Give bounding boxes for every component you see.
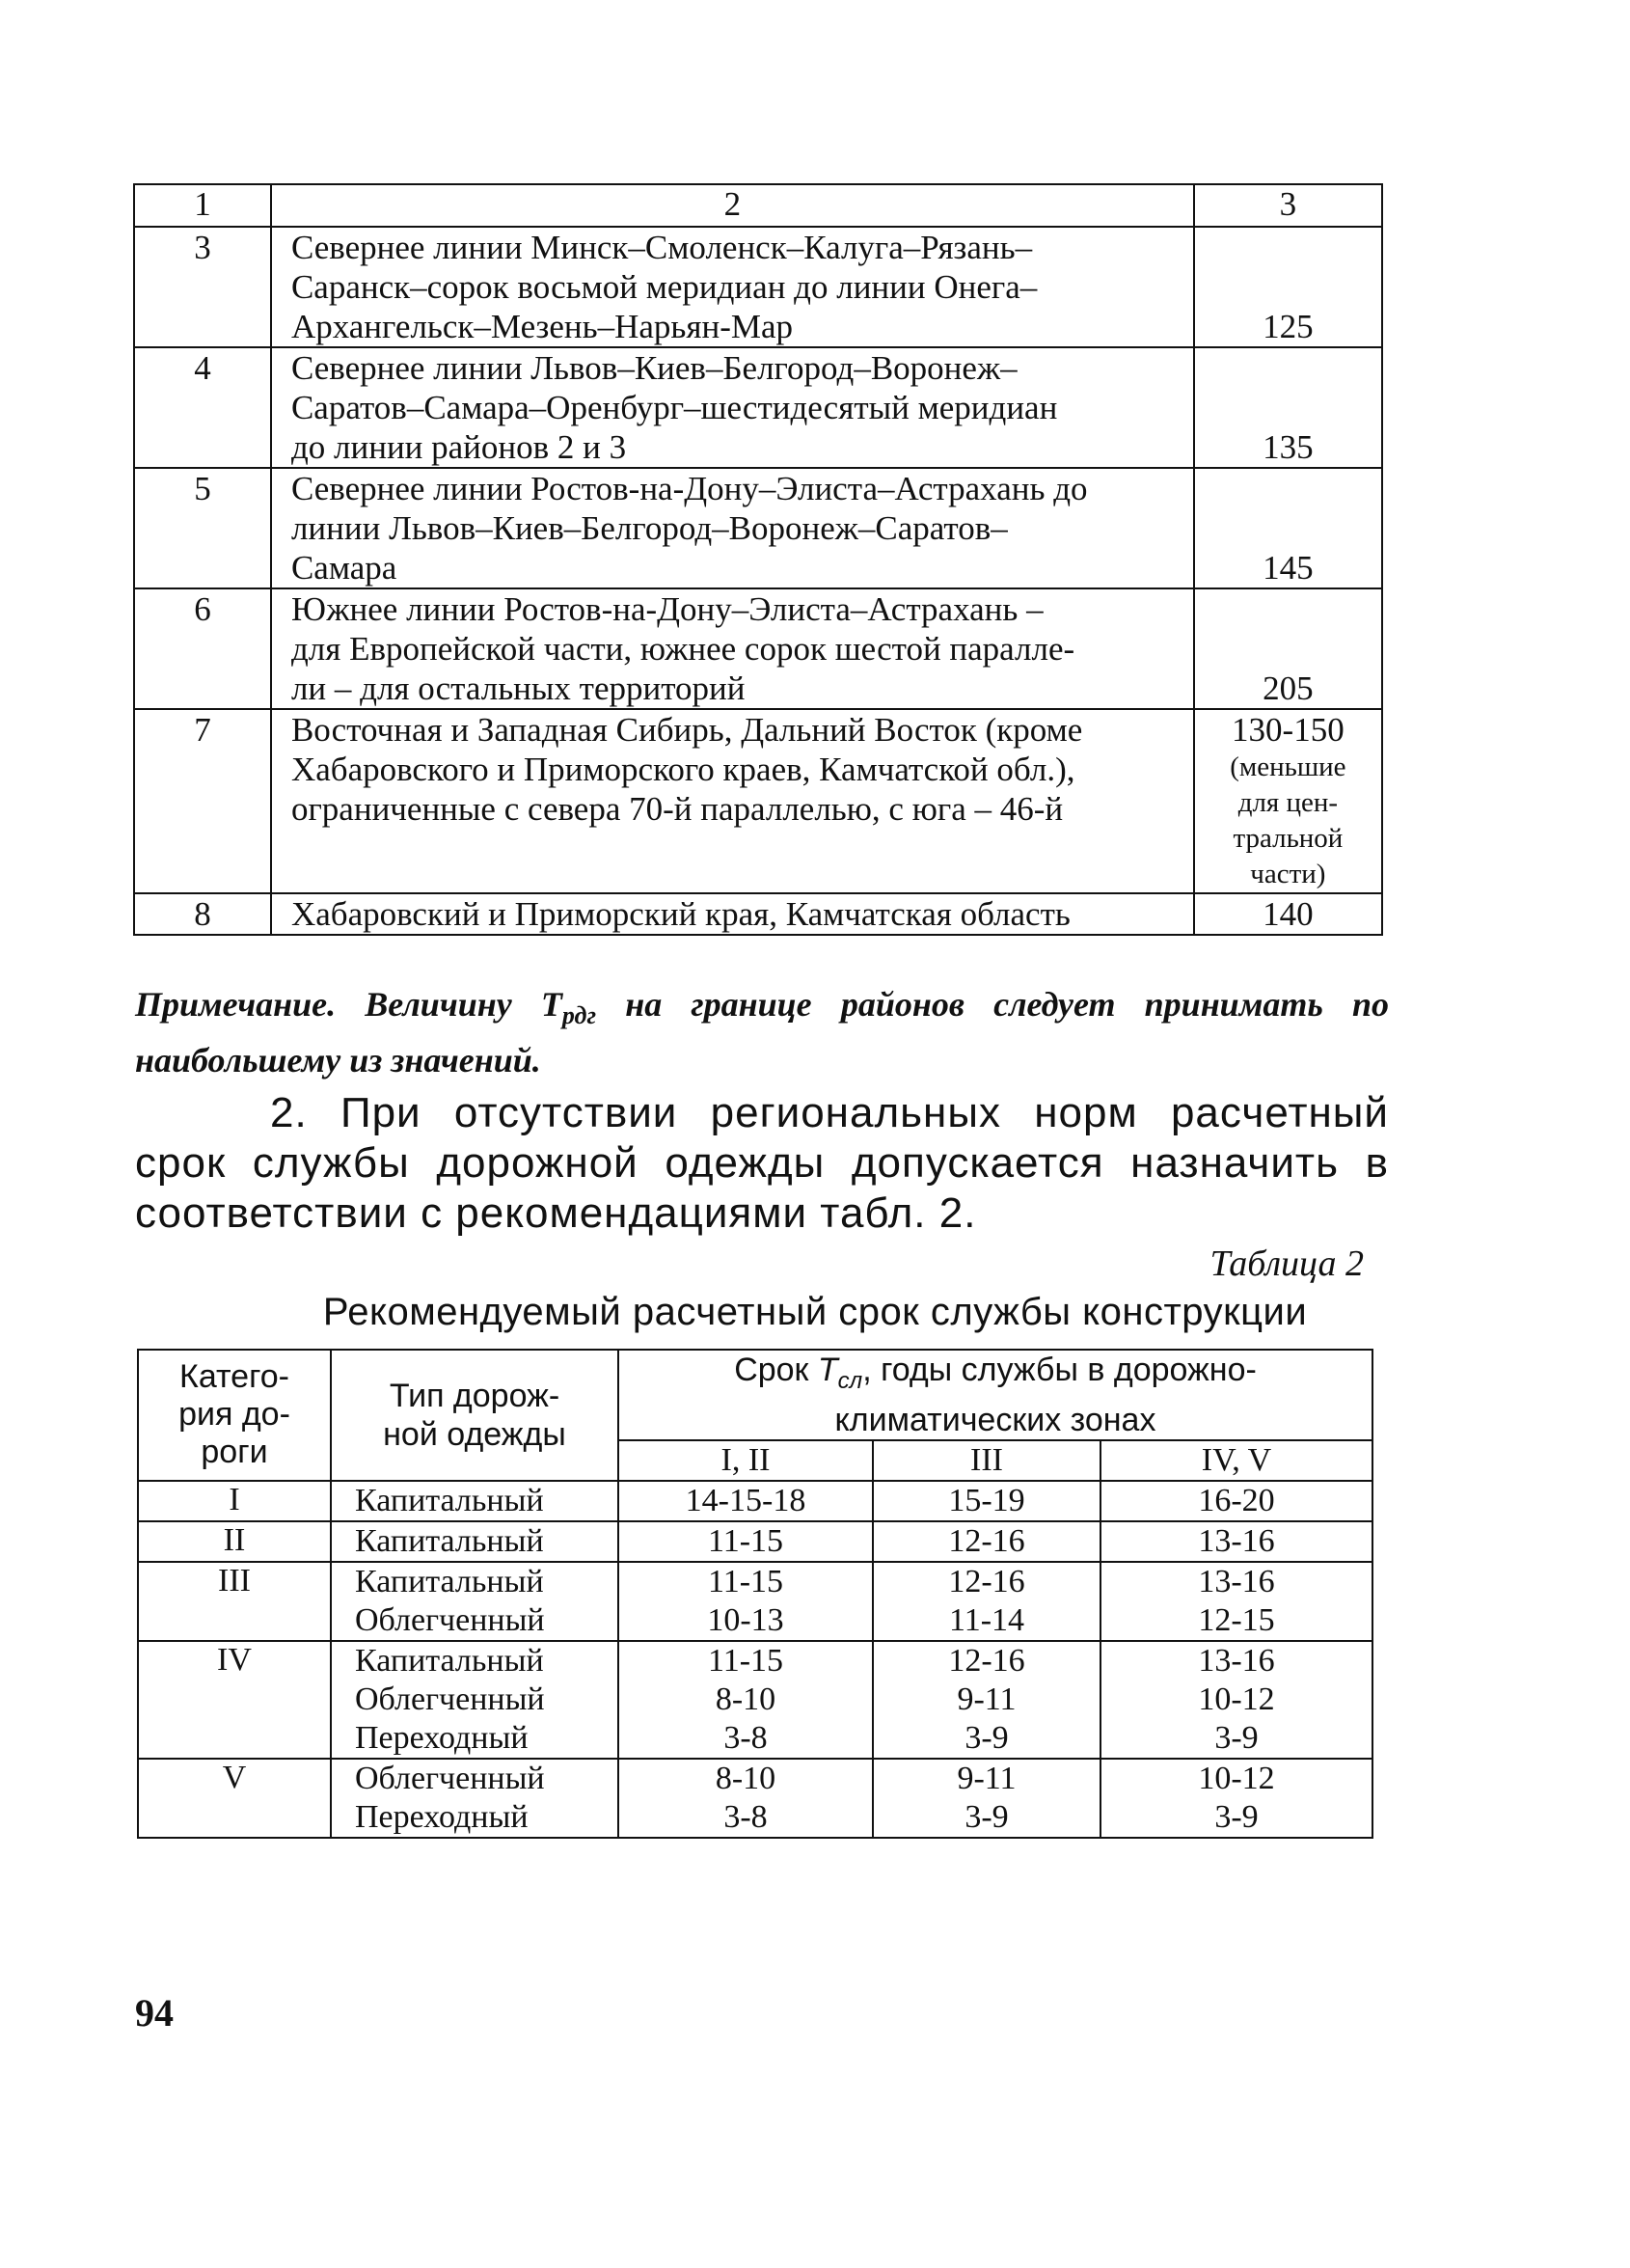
service-term-value: 8-10 [715, 1760, 776, 1796]
table-row [134, 347, 1382, 468]
value-line: части) [1250, 859, 1326, 889]
table-row [134, 709, 1382, 893]
description-line: линии Львов–Киев–Белгород–Воронеж–Саратов– [290, 509, 1008, 547]
service-term-value: 9-11 [957, 1681, 1017, 1717]
value-line: 140 [1263, 895, 1314, 933]
description-line: Хабаровский и Приморский края, Камчатская область [290, 895, 1071, 933]
description-line: Хабаровского и Приморского краев, Камчатской обл.), [290, 751, 1075, 788]
service-term-value: 10-12 [1198, 1681, 1275, 1717]
district-description [271, 588, 1194, 709]
district-value [1194, 709, 1382, 893]
header-zone: IV, V [1100, 1440, 1372, 1481]
zone-values-z3 [1100, 1481, 1372, 1521]
road-category-row [138, 1562, 1372, 1641]
district-number: 3 [134, 227, 271, 347]
description-line: Восточная и Западная Сибирь, Дальний Восток (кроме [290, 711, 1083, 749]
header-line: ной одежды [383, 1415, 566, 1453]
zone-values-z2 [873, 1759, 1100, 1838]
service-term-value: 11-14 [948, 1601, 1025, 1638]
description-line: ли – для остальных территорий [290, 669, 746, 707]
description-line: Севернее линии Ростов-на-Дону–Элиста–Астрахань до [290, 470, 1088, 507]
service-term-value: 15-19 [948, 1482, 1025, 1518]
table2-label: Таблица 2 [1209, 1243, 1364, 1284]
pavement-type: Переходный [355, 1798, 529, 1835]
service-term-value: 9-11 [957, 1760, 1017, 1796]
district-value [1194, 468, 1382, 588]
value-line: (меньшие [1230, 751, 1346, 782]
service-term-value: 14-15-18 [685, 1482, 806, 1518]
zone-values-z1 [618, 1521, 873, 1562]
pavement-type: Облегченный [355, 1760, 545, 1796]
pavement-types [331, 1562, 618, 1641]
districts-table [133, 183, 1383, 936]
value-line: для цен- [1237, 787, 1339, 818]
road-category-row [138, 1521, 1372, 1562]
zone-values-z3 [1100, 1641, 1372, 1759]
value-line: 145 [1263, 549, 1314, 587]
value-line: 125 [1263, 308, 1314, 345]
table2-title: Рекомендуемый расчетный срок службы конструкции [322, 1291, 1308, 1333]
pavement-type: Переходный [355, 1719, 529, 1756]
road-category: II [138, 1521, 331, 1562]
header-zone: III [873, 1440, 1100, 1481]
value-line: 135 [1263, 428, 1314, 466]
header-category [138, 1350, 331, 1481]
district-number: 5 [134, 468, 271, 588]
pavement-type: Капитальный [355, 1563, 544, 1599]
zone-values-z1 [618, 1481, 873, 1521]
road-category: V [138, 1759, 331, 1838]
value-line: 130-150 [1232, 711, 1345, 749]
description-line: Саратов–Самара–Оренбург–шестидесятый меридиан [290, 389, 1058, 426]
pavement-types [331, 1641, 618, 1759]
pavement-type: Облегченный [355, 1601, 545, 1638]
description-line: Саранск–сорок восьмой меридиан до линии Онега– [290, 268, 1038, 306]
pavement-types [331, 1481, 618, 1521]
zone-values-z3 [1100, 1759, 1372, 1838]
value-line: 205 [1263, 669, 1314, 707]
description-line: Южнее линии Ростов-на-Дону–Элиста–Астрахань – [290, 590, 1044, 628]
zone-values-z2 [873, 1641, 1100, 1759]
pavement-type: Капитальный [355, 1642, 544, 1679]
district-value [1194, 588, 1382, 709]
pavement-types [331, 1521, 618, 1562]
service-term-value: 13-16 [1198, 1522, 1275, 1559]
value-line: тральной [1233, 823, 1344, 854]
body-paragraph: 2. При отсутствии региональных норм расчетный срок службы дорожной одежды допускается назначить в соответствии с рекомендациями табл. 2. [135, 1089, 1389, 1237]
description-line: для Европейской части, южнее сорок шестой паралле- [290, 630, 1075, 668]
service-term-value: 16-20 [1198, 1482, 1275, 1518]
district-description [271, 468, 1194, 588]
zone-values-z1 [618, 1562, 873, 1641]
service-term-value: 3-9 [1214, 1798, 1259, 1835]
description-line: до линии районов 2 и 3 [290, 428, 627, 466]
road-category: III [138, 1562, 331, 1641]
header-service-term: Срок $T_{сл}$, годы службы в дорожно- климатических зонах [618, 1350, 1372, 1440]
table-row [134, 893, 1382, 935]
table1-note: Примечание. Величину $T_{рдг}$ на границе районов следует принимать по наибольшему из значений. [135, 985, 1390, 1080]
service-term-value: 13-16 [1198, 1642, 1275, 1679]
description-line: ограниченные с севера 70-й параллелью, с юга – 46-й [290, 790, 1064, 828]
service-term-value: 10-13 [707, 1601, 784, 1638]
column-number-cell: 3 [1194, 184, 1382, 227]
service-term-value: 8-10 [715, 1681, 776, 1717]
pavement-type: Капитальный [355, 1482, 544, 1518]
road-category: IV [138, 1641, 331, 1759]
zone-values-z2 [873, 1481, 1100, 1521]
district-number: 4 [134, 347, 271, 468]
description-line: Севернее линии Минск–Смоленск–Калуга–Рязань– [290, 229, 1033, 266]
service-term-value: 12-16 [948, 1642, 1025, 1679]
road-category-row [138, 1641, 1372, 1759]
district-value [1194, 893, 1382, 935]
service-term-value: 10-12 [1198, 1760, 1275, 1796]
pavement-types [331, 1759, 618, 1838]
district-number: 6 [134, 588, 271, 709]
service-term-value: 3-8 [723, 1719, 768, 1756]
service-term-value: 13-16 [1198, 1563, 1275, 1599]
district-description [271, 227, 1194, 347]
district-value [1194, 347, 1382, 468]
table-row [134, 227, 1382, 347]
district-number: 8 [134, 893, 271, 935]
service-term-value: 11-15 [707, 1522, 784, 1559]
service-term-value: 11-15 [707, 1563, 784, 1599]
zone-values-z3 [1100, 1521, 1372, 1562]
header-line: Катего- [179, 1358, 289, 1396]
district-description [271, 347, 1194, 468]
description-line: Севернее линии Львов–Киев–Белгород–Воронеж– [290, 349, 1018, 387]
header-pavement-type [331, 1350, 618, 1481]
header-line: рия до- [178, 1396, 290, 1434]
district-value [1194, 227, 1382, 347]
zone-values-z3 [1100, 1562, 1372, 1641]
description-line: Архангельск–Мезень–Нарьян-Мар [290, 308, 794, 345]
zone-values-z1 [618, 1641, 873, 1759]
service-term-value: 3-9 [964, 1798, 1009, 1835]
pavement-type: Капитальный [355, 1522, 544, 1559]
zone-values-z1 [618, 1759, 873, 1838]
district-number: 7 [134, 709, 271, 893]
service-term-value: 3-8 [723, 1798, 768, 1835]
table-row [134, 468, 1382, 588]
service-term-value: 3-9 [1214, 1719, 1259, 1756]
column-number-cell: 2 [271, 184, 1194, 227]
table-header-row [134, 184, 1382, 227]
column-number-cell: 1 [134, 184, 271, 227]
service-life-table [137, 1349, 1373, 1839]
page-number: 94 [135, 1991, 174, 2035]
service-term-value: 12-15 [1198, 1601, 1275, 1638]
road-category-row [138, 1759, 1372, 1838]
service-term-value: 3-9 [964, 1719, 1009, 1756]
table-row [134, 588, 1382, 709]
description-line: Самара [290, 549, 397, 587]
zone-values-z2 [873, 1521, 1100, 1562]
header-zone: I, II [618, 1440, 873, 1481]
service-term-value: 11-15 [707, 1642, 784, 1679]
district-description [271, 893, 1194, 935]
header-line: роги [201, 1434, 268, 1471]
zone-values-z2 [873, 1562, 1100, 1641]
service-term-value: 12-16 [948, 1563, 1025, 1599]
header-line: Тип дорож- [389, 1377, 560, 1414]
service-term-value: 12-16 [948, 1522, 1025, 1559]
road-category: I [138, 1481, 331, 1521]
road-category-row [138, 1481, 1372, 1521]
pavement-type: Облегченный [355, 1681, 545, 1717]
district-description [271, 709, 1194, 893]
